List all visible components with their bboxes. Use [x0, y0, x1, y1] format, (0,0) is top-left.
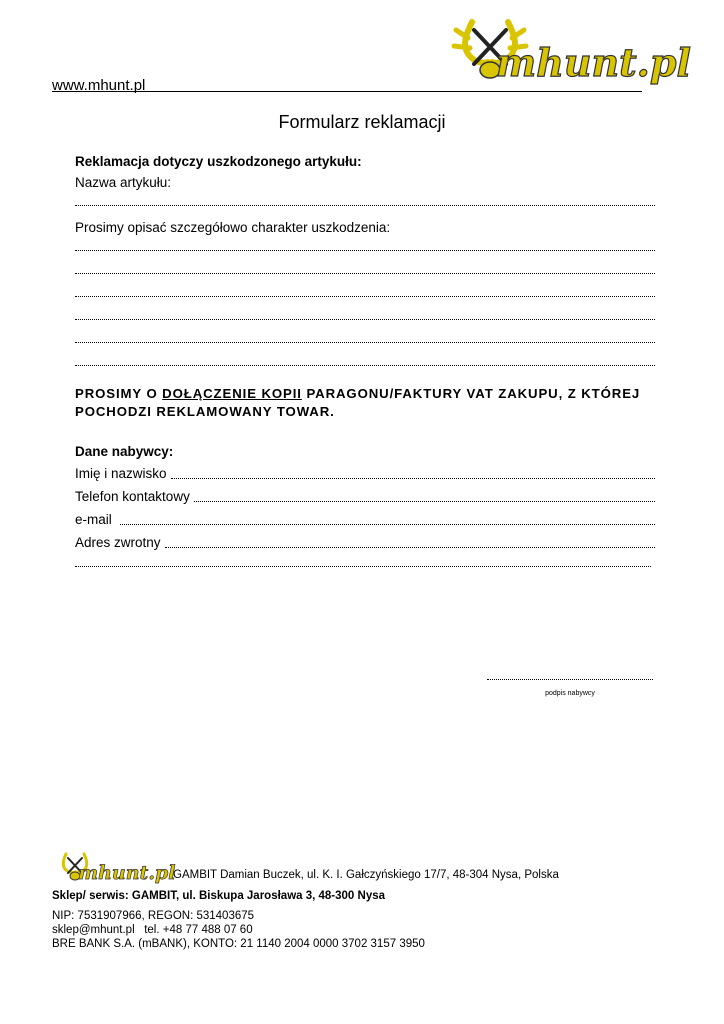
- damage-field-line[interactable]: [75, 342, 655, 343]
- item-name-label: Nazwa artykułu:: [75, 175, 172, 190]
- buyer-address-label: Adres zwrotny: [75, 535, 161, 550]
- buyer-address-extra-line[interactable]: [75, 566, 651, 567]
- damage-field-line[interactable]: [75, 296, 655, 297]
- buyer-address-field[interactable]: [165, 547, 655, 548]
- buyer-name-label: Imię i nazwisko: [75, 466, 167, 481]
- buyer-email-field[interactable]: [120, 524, 655, 525]
- website-url[interactable]: www.mhunt.pl: [52, 77, 146, 94]
- buyer-email-label: e-mail: [75, 512, 112, 527]
- item-name-field[interactable]: [75, 205, 655, 206]
- buyer-section-heading: Dane nabywcy:: [75, 444, 174, 459]
- footer-company: GAMBIT Damian Buczek, ul. K. I. Gałczyńskiego 17/7, 48-304 Nysa, Polska: [173, 869, 559, 881]
- signature-line[interactable]: [487, 679, 653, 680]
- buyer-phone-row[interactable]: [75, 489, 655, 505]
- buyer-email-row[interactable]: [75, 512, 655, 528]
- logo-wordmark: mhunt.pl: [496, 40, 691, 85]
- damage-field-line[interactable]: [75, 250, 655, 251]
- notice-suffix: PARAGONU/FAKTURY VAT ZAKUPU, Z KTÓREJ POCHODZI REKLAMOWANY TOWAR.: [75, 386, 641, 419]
- receipt-notice: [75, 385, 655, 421]
- header-divider: [52, 91, 642, 92]
- footer-shop: Sklep/ serwis: GAMBIT, ul. Biskupa Jarosława 3, 48-300 Nysa: [52, 890, 386, 902]
- buyer-phone-label: Telefon kontaktowy: [75, 489, 190, 504]
- buyer-address-row[interactable]: [75, 535, 655, 551]
- damage-label: Prosimy opisać szczegółowo charakter uszkodzenia:: [75, 220, 391, 235]
- item-section-heading: Reklamacja dotyczy uszkodzonego artykułu:: [75, 154, 362, 169]
- notice-emphasis: DOŁĄCZENIE KOPII: [162, 386, 302, 401]
- buyer-name-field[interactable]: [171, 478, 655, 479]
- damage-field-line[interactable]: [75, 365, 655, 366]
- buyer-name-row[interactable]: [75, 466, 655, 482]
- notice-prefix: PROSIMY O: [75, 386, 163, 401]
- signature-caption: podpis nabywcy: [545, 690, 595, 697]
- damage-field-line[interactable]: [75, 319, 655, 320]
- footer-ids: NIP: 7531907966, REGON: 531403675: [52, 910, 255, 922]
- footer-bank: BRE BANK S.A. (mBANK), KONTO: 21 1140 2004 0000 3702 3157 3950: [52, 938, 425, 950]
- mhunt-logo: [432, 12, 691, 88]
- page-title: Formularz reklamacji: [278, 112, 446, 132]
- footer-logo-wordmark: mhunt.pl: [78, 862, 176, 884]
- damage-field-line[interactable]: [75, 273, 655, 274]
- footer-contact[interactable]: sklep@mhunt.pl tel. +48 77 488 07 60: [52, 924, 253, 936]
- buyer-phone-field[interactable]: [194, 501, 655, 502]
- footer-logo: [50, 848, 176, 884]
